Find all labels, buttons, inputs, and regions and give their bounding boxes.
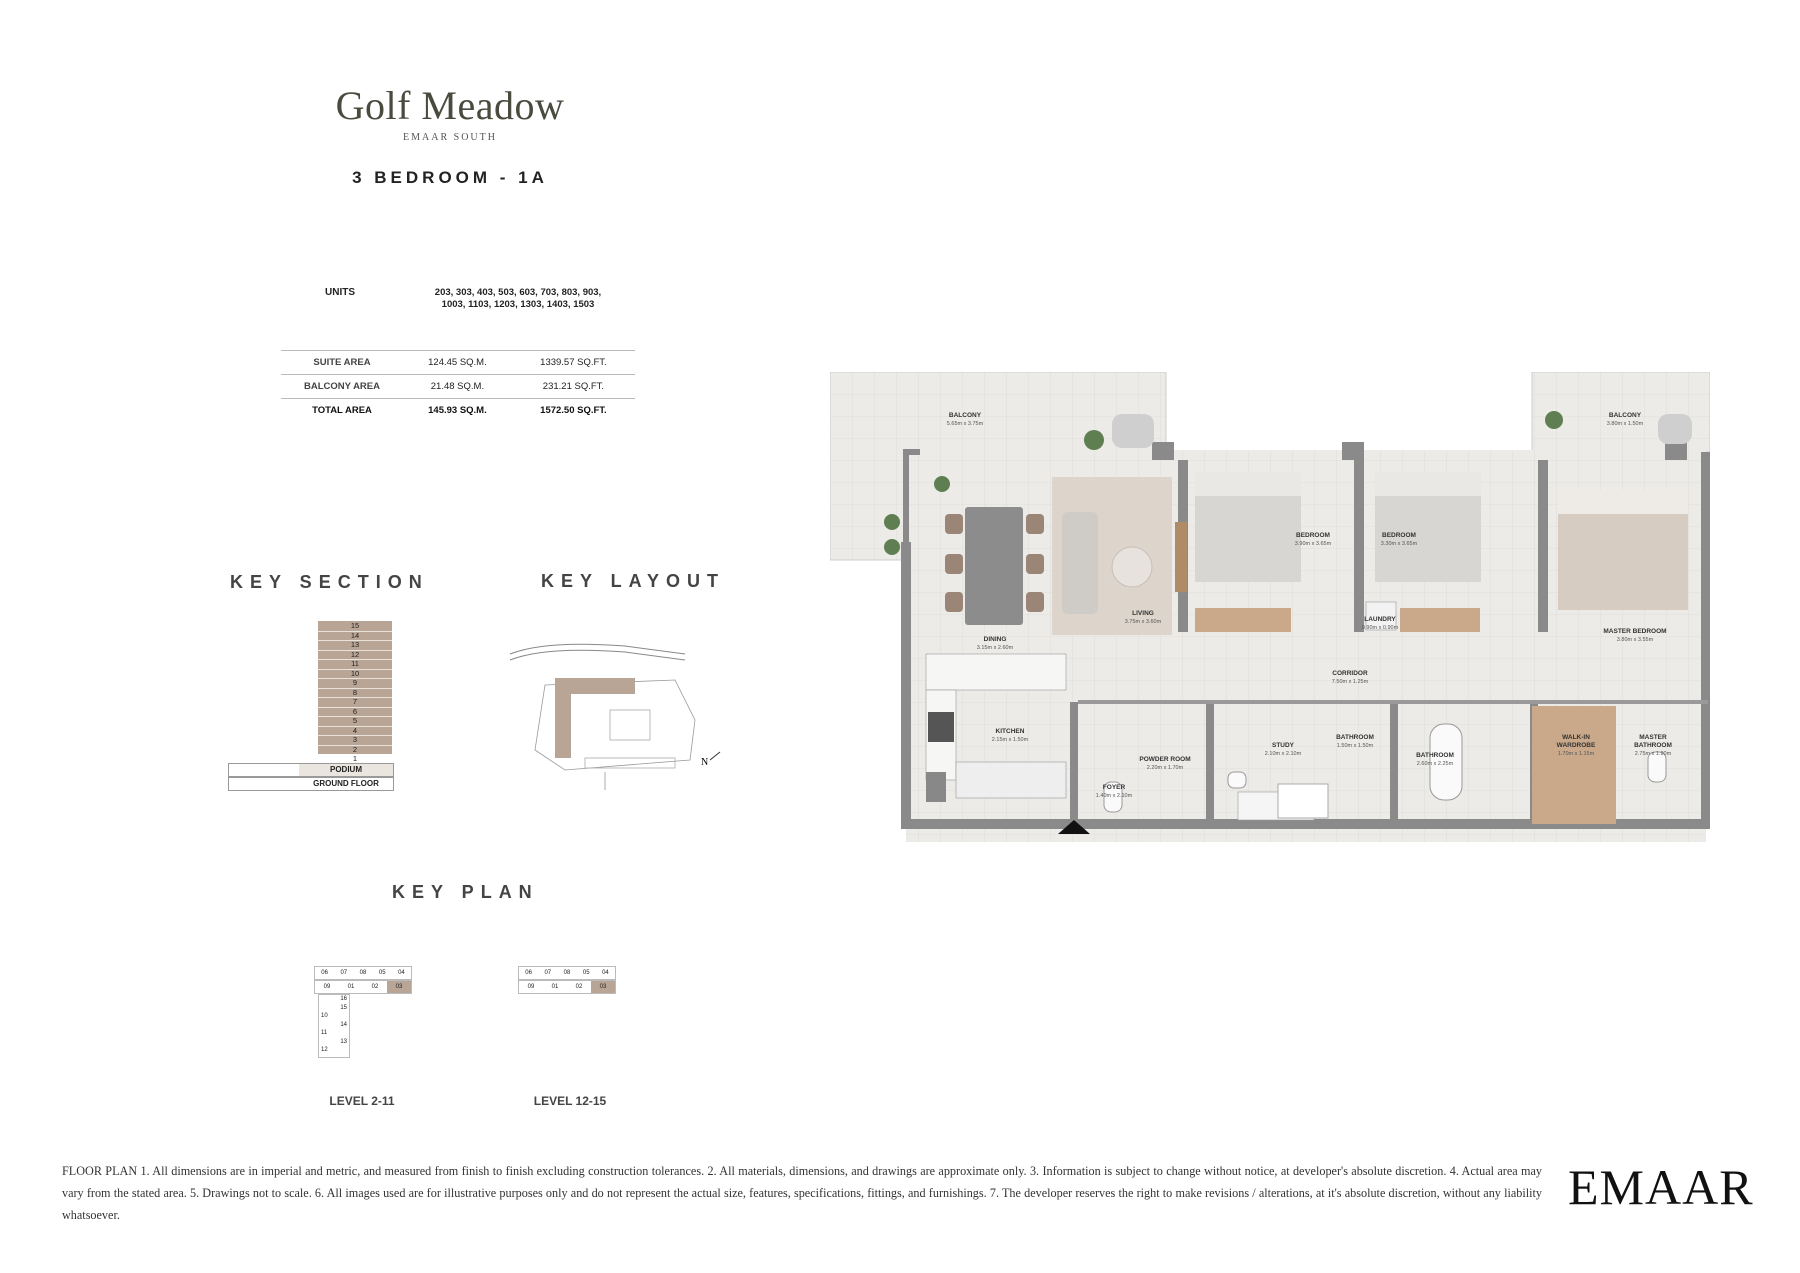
floor-level-3: 3 <box>318 735 392 746</box>
key-plan-level-2-11 <box>314 966 410 1060</box>
unit-cell: 08 <box>359 970 367 976</box>
area-sqm: 145.93 SQ.M. <box>403 399 512 423</box>
key-plan-title: KEY PLAN <box>392 882 539 902</box>
unit-cell: 01 <box>347 984 355 990</box>
key-plan-top-row <box>314 966 412 980</box>
room-dimensions: 2.60m x 2.25m <box>1416 761 1454 767</box>
room-label-bathroom-2 <box>1400 752 1470 768</box>
room-dimensions: 3.30m x 3.65m <box>1380 541 1418 547</box>
floor-plan <box>830 372 1710 860</box>
floor-level-4: 4 <box>318 726 392 737</box>
key-plan-top-row <box>518 966 616 980</box>
room-name: LIVING <box>1132 610 1154 617</box>
unit-cell: 02 <box>575 984 583 990</box>
key-section-title: KEY SECTION <box>230 572 429 592</box>
area-table <box>281 350 635 422</box>
unit-cell: 11 <box>321 1030 328 1036</box>
key-plan-mid-row <box>314 980 412 994</box>
room-label-corridor <box>1310 670 1390 686</box>
room-label-bathroom-1 <box>1320 734 1390 750</box>
floor-level-5: 5 <box>318 716 392 727</box>
unit-cell: 02 <box>371 984 379 990</box>
room-dimensions: 2.10m x 2.10m <box>1264 751 1302 757</box>
unit-cell: 07 <box>544 970 552 976</box>
unit-cell: 12 <box>321 1047 328 1053</box>
floor-level-6: 6 <box>318 707 392 718</box>
unit-type-title: 3 BEDROOM - 1A <box>352 168 548 187</box>
unit-cell: 13 <box>340 1038 347 1045</box>
key-layout-diagram <box>505 640 730 800</box>
unit-cell: 16 <box>340 996 347 1002</box>
room-name: DINING <box>983 636 1007 643</box>
room-name: WALK-IN WARDROBE <box>1556 734 1596 749</box>
units-values-line-1: 203, 303, 403, 503, 603, 703, 803, 903, <box>434 287 602 298</box>
room-label-master-bedroom <box>1590 628 1680 644</box>
room-dimensions: 2.15m x 1.50m <box>991 737 1029 743</box>
units-values-line-2: 1003, 1103, 1203, 1303, 1403, 1503 <box>441 299 595 310</box>
emaar-logo: EMAAR <box>1568 1159 1754 1215</box>
room-name: FOYER <box>1102 784 1126 791</box>
unit-cell: 05 <box>378 970 386 976</box>
units-values <box>418 287 618 311</box>
room-dimensions: 1.70m x 1.15m <box>1557 751 1595 757</box>
floor-level-15: 15 <box>318 621 392 632</box>
project-logo-text: Golf Meadow <box>335 83 565 128</box>
area-sqm: 21.48 SQ.M. <box>403 375 512 399</box>
room-name: BALCONY <box>1608 412 1642 419</box>
room-name: BEDROOM <box>1296 532 1330 539</box>
room-name: POWDER ROOM <box>1139 756 1191 763</box>
key-section-diagram <box>318 621 392 763</box>
unit-cell: 09 <box>323 984 331 990</box>
unit-cell: 07 <box>340 970 348 976</box>
key-plan-mid-row <box>518 980 616 994</box>
floor-level-9: 9 <box>318 678 392 689</box>
floor-level-14: 14 <box>318 631 392 642</box>
room-dimensions: 1.50m x 1.50m <box>1336 743 1374 749</box>
unit-cell: 10 <box>321 1013 328 1019</box>
unit-cell: 01 <box>551 984 559 990</box>
area-sqm: 124.45 SQ.M. <box>403 351 512 375</box>
ground-floor-bar <box>228 777 394 791</box>
room-name: STUDY <box>1271 742 1295 749</box>
room-label-living <box>1108 610 1178 626</box>
unit-cell: 04 <box>602 970 609 976</box>
room-label-walk-in-wardrobe <box>1546 734 1606 758</box>
unit-cell: 05 <box>582 970 590 976</box>
floor-level-1: 1 <box>318 754 392 765</box>
room-dimensions: 3.80m x 1.50m <box>1606 421 1644 427</box>
table-row <box>281 399 635 423</box>
room-label-dining <box>960 636 1030 652</box>
room-dimensions: 5.65m x 3.75m <box>946 421 984 427</box>
north-label: N <box>701 757 709 768</box>
room-name: MASTER BEDROOM <box>1603 628 1667 635</box>
floor-level-13: 13 <box>318 640 392 651</box>
key-plan-side-wing <box>318 994 350 1058</box>
room-name: BATHROOM <box>1336 734 1374 741</box>
room-dimensions: 3.15m x 2.60m <box>976 645 1014 651</box>
highlighted-unit-cell: 03 <box>591 981 615 993</box>
floor-level-8: 8 <box>318 688 392 699</box>
room-dimensions: 3.75m x 3.60m <box>1124 619 1162 625</box>
room-label-laundry <box>1350 616 1410 632</box>
unit-cell: 15 <box>340 1004 347 1011</box>
room-label-powder-room <box>1130 756 1200 772</box>
room-label-master-bathroom <box>1620 734 1686 758</box>
area-label: SUITE AREA <box>281 351 403 375</box>
room-dimensions: 1.40m x 2.10m <box>1095 793 1133 799</box>
area-label: BALCONY AREA <box>281 375 403 399</box>
room-dimensions: 3.80m x 3.55m <box>1616 637 1654 643</box>
room-name: LAUNDRY <box>1364 616 1396 623</box>
room-dimensions: 7.50m x 1.25m <box>1331 679 1369 685</box>
key-plan-level-12-15 <box>518 966 614 994</box>
area-sqft: 231.21 SQ.FT. <box>512 375 635 399</box>
ground-floor-label: GROUND FLOOR <box>313 779 379 788</box>
room-label-study <box>1248 742 1318 758</box>
disclaimer-text: FLOOR PLAN 1. All dimensions are in imperial and metric, and measured from finish to finish excluding construction tolerances. 2. All materials, dimensions, and drawings are approximate only. 3. Information is subject to change without notice, at developer's absolute discretion. 4. Actual area may vary from the stated area. 5. Drawings not to scale. 6. All images used are for illustrative purposes only and do not represent the actual size, features, specifications, fittings, and furnishings. 7. The developer reserves the right to make revisions / alterations, at it's absolute discretion, without any liability whatsoever. <box>62 1164 1542 1222</box>
room-dimensions: 2.20m x 1.70m <box>1146 765 1184 771</box>
room-name: BALCONY <box>948 412 982 419</box>
room-name: KITCHEN <box>995 728 1025 735</box>
room-dimensions: 0.90m x 0.90m <box>1361 625 1399 631</box>
room-dimensions: 3.90m x 3.65m <box>1294 541 1332 547</box>
table-row <box>281 351 635 375</box>
room-label-kitchen <box>975 728 1045 744</box>
level-label: LEVEL 12-15 <box>533 1094 607 1108</box>
table-row <box>281 375 635 399</box>
level-label: LEVEL 2-11 <box>329 1094 395 1108</box>
highlighted-unit-cell: 03 <box>387 981 411 993</box>
room-label-bedroom-1 <box>1278 532 1348 548</box>
project-subtitle: EMAAR SOUTH <box>403 132 497 143</box>
floor-level-2: 2 <box>318 745 392 756</box>
units-label: UNITS <box>325 287 355 298</box>
area-label: TOTAL AREA <box>281 399 403 423</box>
area-sqft: 1339.57 SQ.FT. <box>512 351 635 375</box>
unit-cell: 04 <box>398 970 405 976</box>
room-label-foyer <box>1084 784 1144 800</box>
unit-cell: 08 <box>563 970 571 976</box>
floor-level-11: 11 <box>318 659 392 670</box>
floor-level-10: 10 <box>318 669 392 680</box>
unit-cell: 14 <box>340 1021 347 1028</box>
unit-cell: 09 <box>527 984 535 990</box>
podium-bar <box>228 763 394 777</box>
unit-cell: 06 <box>525 970 532 976</box>
room-label-balcony-left <box>930 412 1000 428</box>
room-dimensions: 2.75m x 1.90m <box>1634 751 1672 757</box>
room-name: BEDROOM <box>1382 532 1416 539</box>
floor-level-7: 7 <box>318 697 392 708</box>
key-layout-title: KEY LAYOUT <box>541 571 726 591</box>
area-sqft: 1572.50 SQ.FT. <box>512 399 635 423</box>
room-name: BATHROOM <box>1416 752 1454 759</box>
room-label-bedroom-2 <box>1364 532 1434 548</box>
unit-cell: 06 <box>321 970 328 976</box>
room-name: MASTER BATHROOM <box>1634 734 1672 749</box>
floor-plan-drawing <box>830 372 1710 860</box>
floor-level-12: 12 <box>318 650 392 661</box>
podium-label: PODIUM <box>299 764 393 776</box>
room-name: CORRIDOR <box>1332 670 1368 677</box>
room-label-balcony-right <box>1590 412 1660 428</box>
